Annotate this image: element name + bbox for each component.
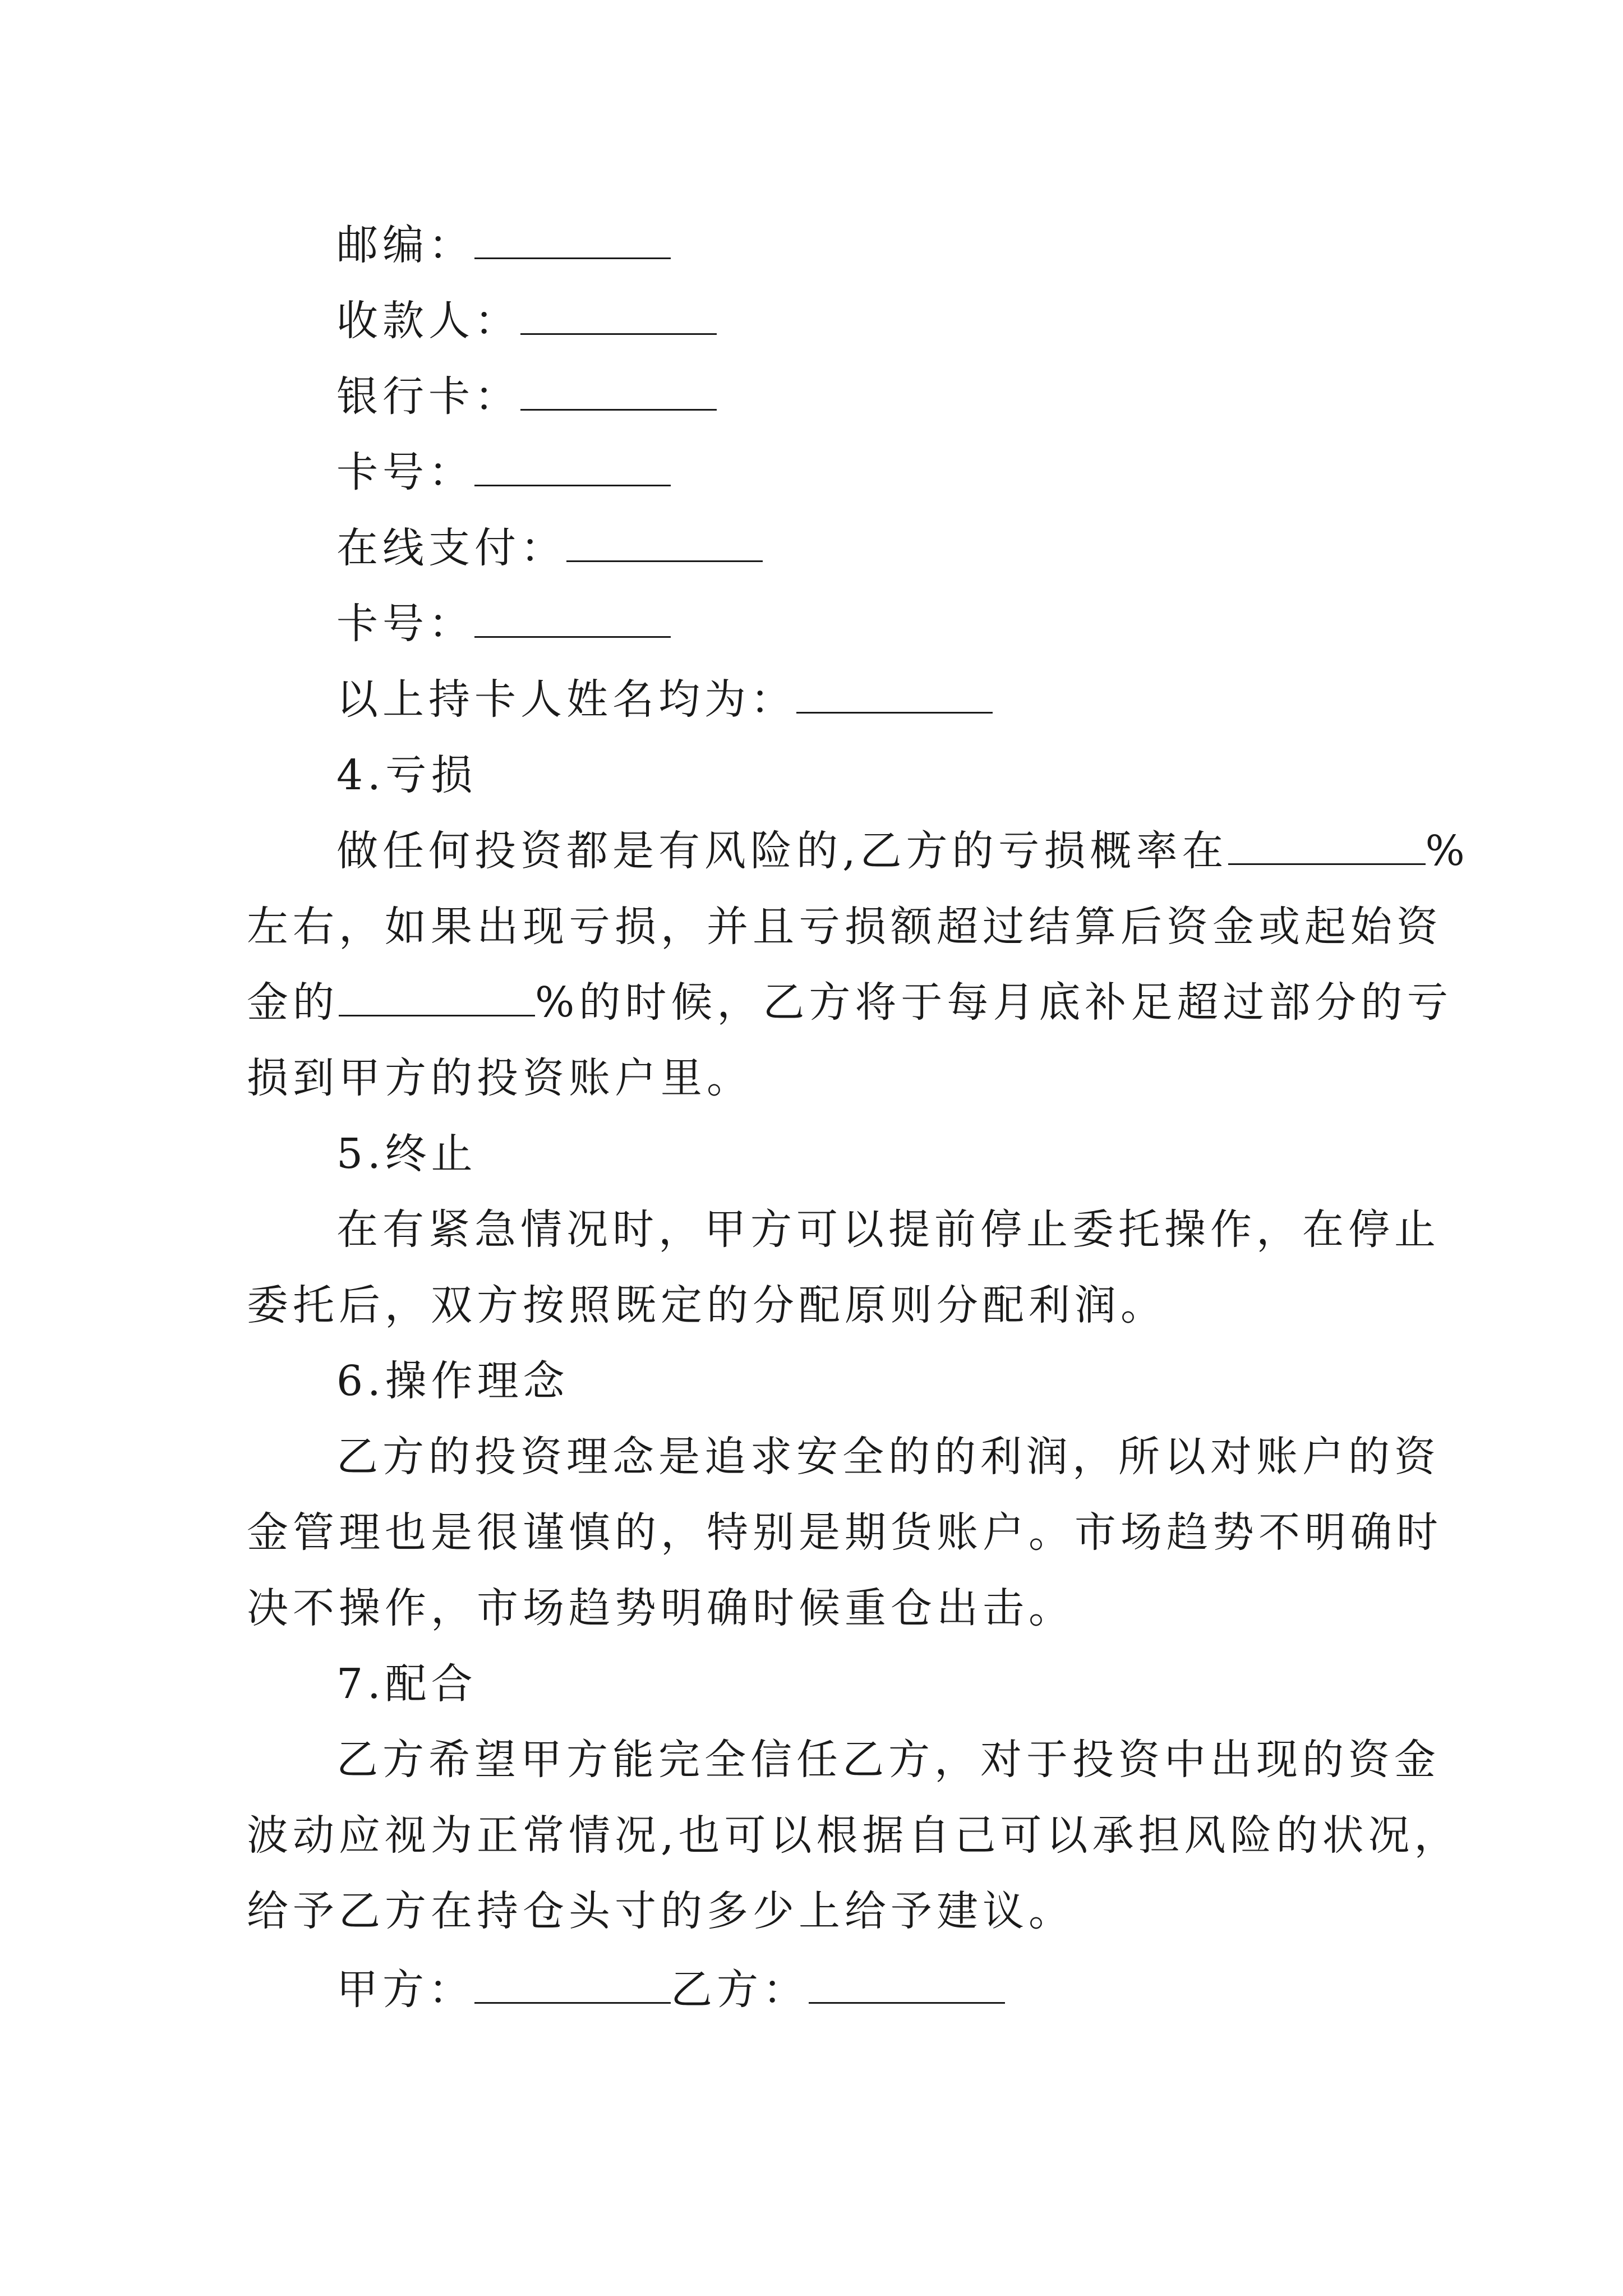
postcode-blank <box>474 252 671 259</box>
loss-paragraph-line-4: 损到甲方的投资账户里。 <box>247 1054 753 1102</box>
online-payment-blank <box>566 555 763 562</box>
payee-blank <box>520 328 717 335</box>
cooperation-paragraph-line-2: 波动应视为正常情况,也可以根据自己可以承担风险的状况， <box>247 1811 1460 1860</box>
payee-label: 收款人： <box>336 297 520 345</box>
bank-card-blank <box>520 403 717 411</box>
loss-rate-blank <box>1228 858 1426 865</box>
cardholder-field <box>336 675 993 724</box>
card-number-blank <box>474 479 671 486</box>
termination-paragraph-line-2: 委托后，双方按照既定的分配原则分配利润。 <box>247 1281 1166 1329</box>
online-payment-label: 在线支付： <box>336 524 566 572</box>
card-number-label: 卡号： <box>336 448 474 496</box>
bank-card-label: 银行卡： <box>336 372 520 421</box>
loss-percent-sign: % <box>1425 827 1465 875</box>
loss-paragraph-line-2: 左右，如果出现亏损，并且亏损额超过结算后资金或起始资 <box>247 903 1442 951</box>
party-a-label: 甲方： <box>336 1966 474 2014</box>
philosophy-paragraph-line-1: 乙方的投资理念是追求安全的的利润，所以对账户的资 <box>336 1433 1440 1481</box>
cardholder-blank <box>796 706 993 714</box>
payee-field <box>336 297 717 345</box>
loss-paragraph-line-1 <box>336 827 1465 875</box>
card-number-label-2: 卡号： <box>336 600 474 648</box>
card-number-field <box>336 448 671 496</box>
philosophy-paragraph-line-2: 金管理也是很谨慎的，特别是期货账户。市场趋势不明确时 <box>247 1508 1442 1557</box>
termination-paragraph-line-1: 在有紧急情况时，甲方可以提前停止委托操作，在停止 <box>336 1205 1440 1254</box>
bank-card-field <box>336 372 717 421</box>
party-b-label: 乙方： <box>671 1966 809 2014</box>
cooperation-paragraph-line-1: 乙方希望甲方能完全信任乙方，对于投资中出现的资金 <box>336 1736 1440 1784</box>
party-b-blank <box>809 1996 1005 2004</box>
section-heading-philosophy: 6.操作理念 <box>336 1357 569 1405</box>
loss-text-before-blank-2: 金的 <box>247 978 339 1027</box>
cooperation-paragraph-line-3: 给予乙方在持仓头寸的多少上给予建议。 <box>247 1887 1075 1935</box>
postcode-label: 邮编： <box>336 221 474 269</box>
online-payment-field <box>336 524 763 572</box>
section-heading-loss: 4.亏损 <box>336 751 477 799</box>
section-heading-termination: 5.终止 <box>336 1130 477 1178</box>
card-number-blank-2 <box>474 631 671 638</box>
card-number-field-2 <box>336 600 671 648</box>
loss-threshold-blank <box>339 1009 535 1016</box>
cardholder-label: 以上持卡人姓名均为： <box>336 675 796 724</box>
postcode-field <box>336 221 671 269</box>
philosophy-paragraph-line-3: 决不操作，市场趋势明确时候重仓出击。 <box>247 1584 1075 1632</box>
signature-row <box>336 1966 1005 2014</box>
party-a-blank <box>474 1996 671 2004</box>
section-heading-cooperation: 7.配合 <box>336 1660 477 1708</box>
loss-text-after-blank: %的时候，乙方将于每月底补足超过部分的亏 <box>535 978 1453 1027</box>
loss-paragraph-line-3 <box>247 978 1453 1027</box>
loss-text-before-blank: 做任何投资都是有风险的,乙方的亏损概率在 <box>336 827 1228 875</box>
